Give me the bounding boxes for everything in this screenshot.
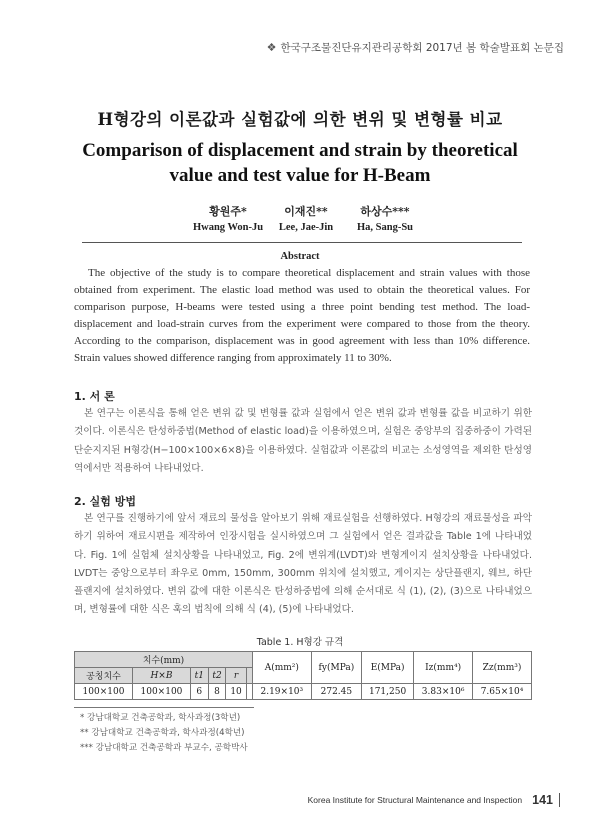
table-cell: 272.45 [311,684,361,700]
author-name-korean: 황원주* [209,205,247,218]
table-cell: 100×100 [132,684,190,700]
footer-divider [559,793,560,807]
section-text-method: 본 연구를 진행하기에 앞서 재료의 물성을 알아보기 위해 재료실험을 선행하였다. H형강의 재료물성을 파악하기 위하여 재료시편을 제작하여 인장시험을 실시하였으며 그 실험에서 얻은 결과값을 Table 1에 나타내었다. Fig. 1에 실험체 설치상황을 나타내었고, Fig. 2에 변위계(LVDT)와 변형게이지 설치상황을 나타내었다. LVDT는 중앙으로부터 좌우로 0mm, 150mm, 300mm 위치에 설치했고, 게이지는 상단플랜지, 웨브, 하단플랜지에 설치하였다. 변위 값에 대한 이론식은 탄성하중법에 의해 순서대로 식 (1), (2), (3)으로 나타내었으며, 변형률에 대한 식은 훅의 법칙에 의해 식 (4), (5)에 나타내었다. [74,513,532,616]
footnotes [80,711,248,756]
column-subheader: H×B [132,668,190,684]
table-cell: 10 [226,684,246,700]
column-subheader: r [226,668,246,684]
author-name-english: Ha, Sang-Su [356,222,414,233]
table-cell [246,668,252,684]
column-header: fy(MPa) [311,652,361,684]
column-header: E(MPa) [362,652,414,684]
section-text-introduction: 본 연구는 이론식을 통해 얻은 변위 값 및 변형률 값과 실험에서 얻은 변위 값과 변형률 값을 비교하기 위한 것이다. 이론식은 탄성하중법(Method of elastic load)을 이용하였으며, 실험은 중앙부의 집중하중이 가력된 단순지지된 H형강(H−100×100×6×8)을 이용하였다. 실험값과 이론값의 비교는 소성영역을 제외한 탄성영역에서만 적용하여 나타내었다. [74,408,532,474]
section-heading-introduction: 1. 서 론 [74,390,115,403]
footnote: * 강남대학교 건축공학과, 학사과정(3학년) [80,713,241,723]
divider [82,242,522,243]
column-header: Iz(mm⁴) [414,652,473,684]
column-subheader: t1 [190,668,208,684]
spec-table [74,651,532,700]
page-footer [308,793,560,807]
column-header: Zz(mm³) [473,652,532,684]
footnote: ** 강남대학교 건축공학과, 학사과정(4학년) [80,728,245,738]
journal-header [267,40,564,55]
author-name-english: Hwang Won-Ju [192,222,264,233]
table-cell: 2.19×10³ [252,684,311,700]
table-cell: 3.83×10⁶ [414,684,473,700]
table-cell: 171,250 [362,684,414,700]
dimension-header: 치수(mm) [75,652,253,668]
abstract-text: The objective of the study is to compare theoretical displacement and strain values with those obtained from experiment. The elastic load method was used to obtain the theoretical values. For comparison purpose, H-beams were tested using a three point bending test method. The load-displacement and load-strain curves from the experiment were compared to those from the theory. According to the comparison, displacement was in good agreement with less than 10% difference. Strain values showed difference ranging from approximately 11 to 30%. [74,267,530,365]
paper-title-english: Comparison of displacement and strain by theoretical value and test value for H-Beam [82,140,518,186]
journal-title: 한국구조물진단유지관리공학회 2017년 봄 학술발표회 논문집 [280,42,564,54]
nominal-size-header: 공칭치수 [75,668,133,684]
footnote-divider [74,707,254,708]
table-caption: Table 1. H형강 규격 [256,637,344,648]
author-name-korean: 하상수*** [360,205,410,218]
table-row [75,684,532,700]
table-cell: 100×100 [75,684,133,700]
footer-organization: Korea Institute for Structural Maintenance and Inspection [307,795,523,805]
page-number: 141 [532,793,553,807]
flower-icon: ❖ [266,41,277,54]
author-name-english: Lee, Jae-Jin [278,222,334,233]
table-cell: 7.65×10⁴ [473,684,532,700]
paper-title-korean: H형강의 이론값과 실험값에 의한 변위 및 변형률 비교 [97,110,503,129]
column-header: A(mm²) [252,652,311,684]
author-3 [330,203,440,233]
table-header-row [75,652,532,668]
section-heading-method: 2. 실험 방법 [74,495,136,508]
column-subheader: t2 [208,668,226,684]
table-cell: 8 [208,684,226,700]
table-cell: 6 [190,684,208,700]
footnote: *** 강남대학교 건축공학과 부교수, 공학박사 [80,743,248,753]
abstract-heading: Abstract [280,251,320,262]
author-name-korean: 이재진** [284,205,328,218]
